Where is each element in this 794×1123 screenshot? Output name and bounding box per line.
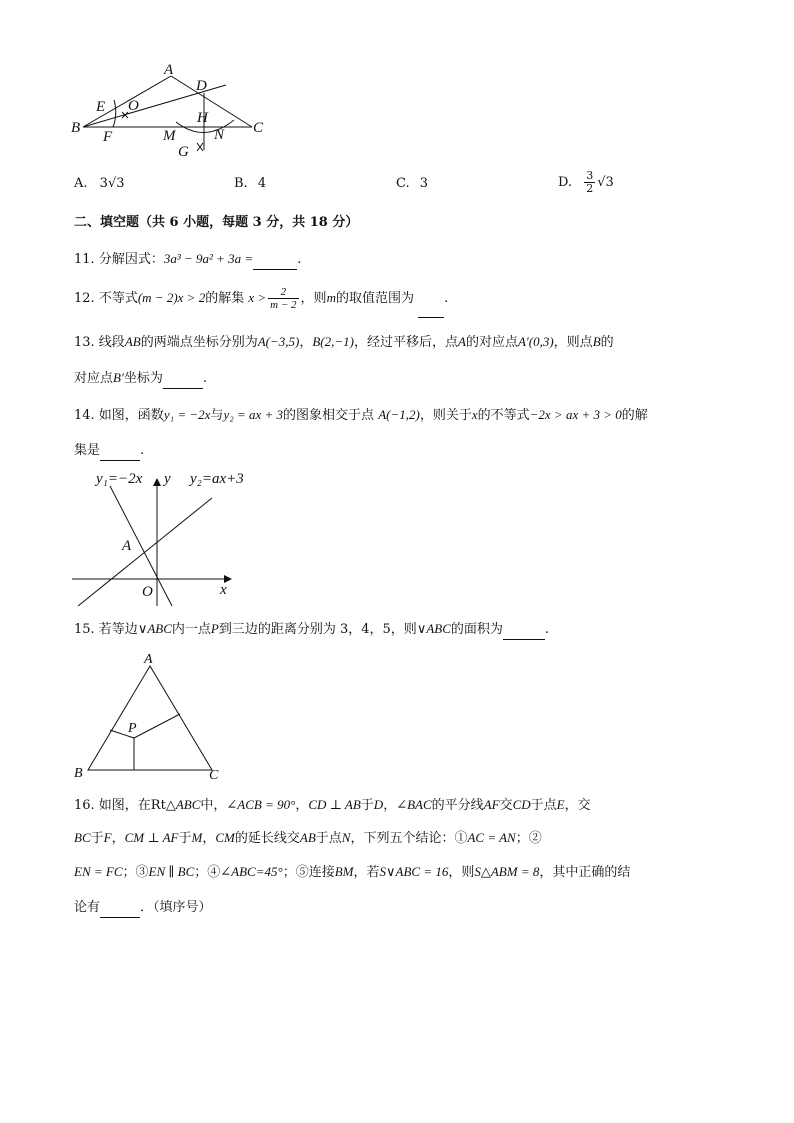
label-g: G xyxy=(178,144,189,160)
label-n: N xyxy=(214,127,225,143)
question-13-line-1: 13. 线段AB的两端点坐标分别为A(−3,5)，B(2,−1)，经过平移后，点A的对应点A′(0,3)，则点B的 xyxy=(74,334,614,350)
label-d: D xyxy=(196,78,207,94)
question-16-line-3: EN = FC；③EN ∥ BC；④∠ABC=45°；⑤连接BM，若S∨ABC = 16，则S△ABM = 8，其中正确的结 xyxy=(74,864,631,880)
answer-blank[interactable] xyxy=(163,370,203,389)
label-f: F xyxy=(103,129,113,145)
label-y: y xyxy=(164,471,171,487)
q15-figure xyxy=(66,646,236,782)
q10-option-d[interactable] xyxy=(558,170,614,195)
label-b: B xyxy=(71,120,81,136)
label-c: C xyxy=(209,768,219,782)
segment-p-right xyxy=(134,714,180,738)
question-16-line-1: 16. 如图，在Rt△ABC中，∠ACB = 90°，CD ⊥ AB于D，∠BAC的平分线AF交CD于点E，交 xyxy=(74,797,591,813)
option-text: √3 xyxy=(597,175,614,190)
question-15: 15. 若等边∨ABC内一点P到三边的距离分别为 3，4，5，则∨ABC的面积为 . xyxy=(74,620,549,640)
label-a: A xyxy=(122,538,132,554)
label-y2: y₂=ax+3 xyxy=(190,471,244,487)
label-c: C xyxy=(253,120,264,136)
q10-figure xyxy=(66,60,276,160)
q14-figure xyxy=(66,466,266,614)
label-m: M xyxy=(163,128,176,144)
option-letter: D. xyxy=(558,175,573,190)
arc-eo xyxy=(113,100,116,127)
question-16-line-2: BC于F，CM ⊥ AF于M，CM的延长线交AB于点N，下列五个结论：①AC = AN；② xyxy=(74,830,542,846)
answer-blank[interactable] xyxy=(503,621,545,640)
label-a: A xyxy=(164,62,174,78)
question-11: 11. 分解因式：3a³ − 9a² + 3a = . xyxy=(74,250,301,270)
triangle-abc xyxy=(88,666,212,770)
label-x: x xyxy=(220,582,227,598)
q10-option-a[interactable] xyxy=(74,176,125,191)
segment-ac xyxy=(171,76,252,127)
question-13-line-2: 对应点B′坐标为 . xyxy=(74,369,207,389)
q10-option-c[interactable] xyxy=(396,176,428,191)
label-o: O xyxy=(142,584,153,600)
label-y1: y₁=−2x xyxy=(96,471,143,487)
option-letter: B. xyxy=(234,176,248,191)
answer-blank[interactable] xyxy=(100,899,140,918)
line-y1 xyxy=(110,486,172,606)
option-text: 3√3 xyxy=(99,176,125,191)
option-letter: A. xyxy=(74,176,88,191)
question-14-line-2: 集是 . xyxy=(74,442,144,461)
fraction: $\frac{2}{m - 2}$ xyxy=(270,286,297,311)
q10-option-b[interactable] xyxy=(234,176,266,191)
label-p: P xyxy=(128,721,137,736)
label-o: O xyxy=(128,98,139,114)
section-heading: 二、填空题（共 6 小题，每题 3 分，共 18 分） xyxy=(74,215,359,230)
option-fraction: $\frac{3}{2}$ xyxy=(586,169,594,195)
question-14-line-1: 14. 如图，函数y₁ = −2x与y₂ = ax + 3的图象相交于点 A(−1,2)，则关于x的不等式−2x > ax + 3 > 0的解 xyxy=(74,407,648,423)
label-h: H xyxy=(197,110,208,126)
label-e: E xyxy=(96,99,106,115)
option-text: 3 xyxy=(419,176,429,191)
answer-blank[interactable] xyxy=(418,281,444,318)
answer-blank[interactable] xyxy=(253,251,297,270)
answer-blank[interactable] xyxy=(100,442,140,461)
label-a: A xyxy=(144,652,153,667)
question-16-line-4: 论有 ．（填序号） xyxy=(74,899,212,918)
label-b: B xyxy=(74,766,83,781)
option-text: 4 xyxy=(257,176,267,191)
question-12: 12. 不等式(m − 2)x > 2的解集 x > $\frac{2}{m - 2}$ ，则m的取值范围为 . xyxy=(74,280,448,318)
option-letter: C. xyxy=(396,176,410,191)
